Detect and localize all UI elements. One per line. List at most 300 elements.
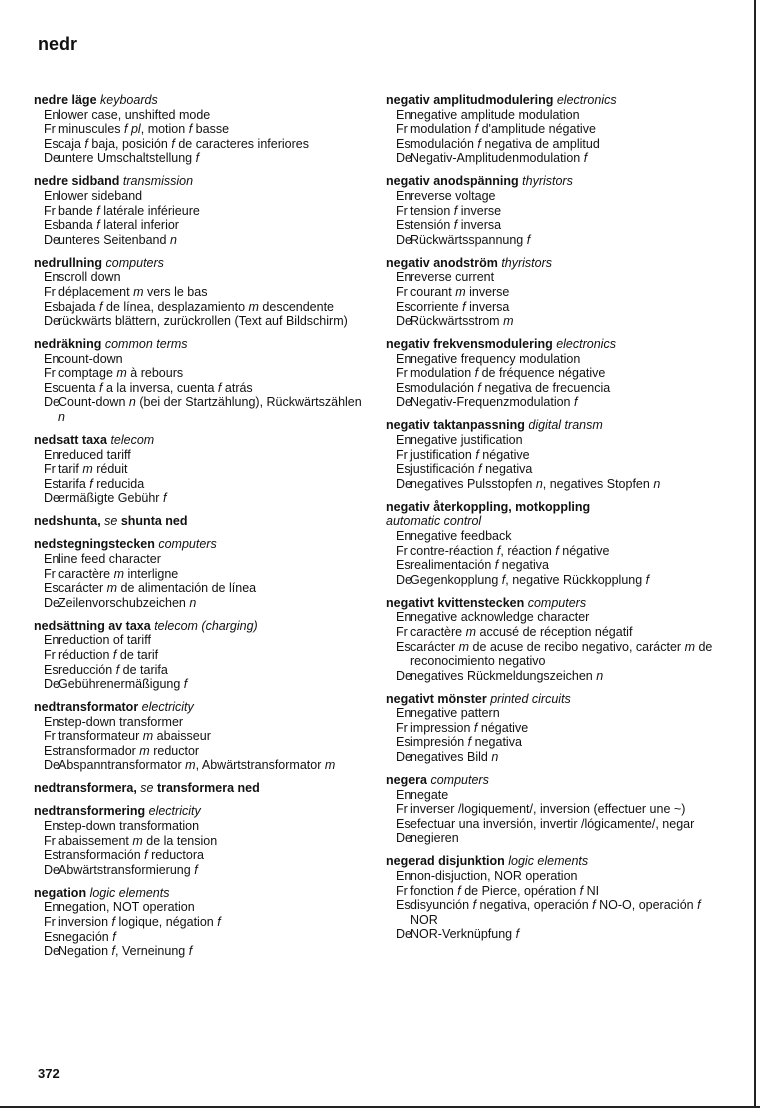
language-code: De xyxy=(396,232,412,247)
language-code: En xyxy=(396,706,412,721)
language-code: Fr xyxy=(396,284,408,299)
translation-row xyxy=(34,395,372,424)
translation-text: negate xyxy=(410,787,449,802)
language-code: Es xyxy=(396,558,411,573)
translation-row xyxy=(34,552,372,567)
language-code: De xyxy=(396,476,412,491)
translation-text: modulation f d'amplitude négative xyxy=(410,122,596,137)
translation-row xyxy=(34,491,372,506)
entry-headline xyxy=(34,804,372,819)
translation-text: Count-down n (bei der Startzählung), Rückwärtszählen n xyxy=(58,395,362,425)
language-code: Fr xyxy=(396,366,408,381)
entry-headline xyxy=(34,256,372,271)
entry-headline xyxy=(34,337,372,352)
dictionary-entry xyxy=(386,854,726,942)
entry-headline xyxy=(386,418,726,433)
language-code: Es xyxy=(44,299,59,314)
translation-text: Rückwärtsstrom m xyxy=(410,314,514,329)
translation-row xyxy=(386,462,726,477)
language-code: Fr xyxy=(44,462,56,477)
translation-row xyxy=(386,544,726,559)
translation-text: negieren xyxy=(410,831,459,846)
translation-row xyxy=(34,819,372,834)
dictionary-entry xyxy=(34,433,372,506)
translation-text: Abwärtstransformierung f xyxy=(58,862,198,877)
entry-headline xyxy=(34,174,372,189)
translation-text: comptage m à rebours xyxy=(58,366,184,381)
language-code: Es xyxy=(396,299,411,314)
translation-text: Negativ-Amplitudenmodulation f xyxy=(410,151,588,166)
translation-text: efectuar una inversión, invertir /lógicamente/, negar xyxy=(410,816,695,831)
translation-row xyxy=(386,270,726,285)
dictionary-entry xyxy=(34,256,372,329)
entry-headline xyxy=(386,596,726,611)
translation-text: Rückwärtsspannung f xyxy=(410,232,531,247)
translation-row xyxy=(34,270,372,285)
entry-headline xyxy=(386,500,726,515)
headword: negativt kvittenstecken xyxy=(386,595,525,610)
translation-row xyxy=(34,204,372,219)
language-code: En xyxy=(396,433,412,448)
language-code: En xyxy=(396,270,412,285)
translation-row xyxy=(34,151,372,166)
language-code: Es xyxy=(44,136,59,151)
translation-text: reverse voltage xyxy=(410,188,496,203)
translation-text: negative feedback xyxy=(410,528,512,543)
language-code: Fr xyxy=(44,833,56,848)
translation-row xyxy=(386,218,726,233)
translation-row xyxy=(386,122,726,137)
language-code: Fr xyxy=(396,447,408,462)
translation-row xyxy=(386,831,726,846)
entry-headline xyxy=(386,854,726,869)
language-code: Fr xyxy=(44,566,56,581)
headword: negativ frekvensmodulering xyxy=(386,337,553,352)
language-code: En xyxy=(396,528,412,543)
translation-text: corriente f inversa xyxy=(410,299,510,314)
subject-field: computers xyxy=(430,773,489,788)
headword: negativ taktanpassning xyxy=(386,418,525,433)
translation-row xyxy=(34,233,372,248)
translation-text: negative pattern xyxy=(410,706,500,721)
subject-field: electronics xyxy=(556,337,616,352)
translation-text: reduced tariff xyxy=(58,447,131,462)
language-code: En xyxy=(396,107,412,122)
translation-text: abaissement m de la tension xyxy=(58,833,218,848)
translation-text: bajada f de línea, desplazamiento m descendente xyxy=(58,299,335,314)
headword: nedräkning xyxy=(34,337,102,352)
translation-row xyxy=(386,573,726,588)
subject-field: digital transm xyxy=(528,418,603,433)
language-code: De xyxy=(44,314,60,329)
translation-row xyxy=(34,581,372,596)
language-code: Es xyxy=(44,662,59,677)
translation-text: transformación f reductora xyxy=(58,848,204,863)
language-code: Es xyxy=(396,816,411,831)
language-code: En xyxy=(44,551,60,566)
translation-text: negación f xyxy=(58,929,116,944)
translation-text: negatives Bild n xyxy=(410,750,499,765)
translation-row xyxy=(34,729,372,744)
translation-text: negatives Pulsstopfen n, negatives Stopfen n xyxy=(410,476,661,491)
headword: negativ återkoppling, motkoppling xyxy=(386,499,591,514)
language-code: Es xyxy=(44,848,59,863)
translation-row xyxy=(34,848,372,863)
subject-field: electronics xyxy=(556,93,617,107)
dictionary-entry xyxy=(386,500,726,588)
translation-row xyxy=(34,477,372,492)
translation-row xyxy=(34,218,372,233)
translation-text: justificación f negativa xyxy=(410,462,533,477)
translation-row xyxy=(34,448,372,463)
language-code: Fr xyxy=(396,122,408,137)
dictionary-entry xyxy=(386,596,726,684)
left-column xyxy=(34,93,372,967)
translation-text: réduction f de tarif xyxy=(58,647,159,662)
subject-field: logic elements xyxy=(508,854,589,869)
language-code: En xyxy=(396,351,412,366)
translation-text: Negativ-Frequenzmodulation f xyxy=(410,395,578,410)
translation-row xyxy=(386,869,726,884)
translation-text: justification f négative xyxy=(410,447,530,462)
translation-text: fonction f de Pierce, opération f NI xyxy=(410,883,600,898)
language-code: En xyxy=(44,900,60,915)
translation-text: negative acknowledge character xyxy=(410,610,590,625)
entry-headline xyxy=(386,692,726,707)
translation-text: lower case, unshifted mode xyxy=(58,107,211,122)
translation-row xyxy=(386,151,726,166)
translation-text: reverse current xyxy=(410,270,495,285)
translation-row xyxy=(34,633,372,648)
subject-field: common terms xyxy=(104,337,188,352)
translation-text: negative amplitude modulation xyxy=(410,107,580,122)
language-code: De xyxy=(396,151,412,166)
language-code: De xyxy=(44,151,60,166)
translation-row xyxy=(386,137,726,152)
translation-text: modulación f negativa de frecuencia xyxy=(410,380,611,395)
translation-text: non-disjuction, NOR operation xyxy=(410,869,578,884)
translation-row xyxy=(386,233,726,248)
translation-row xyxy=(386,189,726,204)
headword: nedre läge xyxy=(34,93,97,107)
language-code: Fr xyxy=(44,203,56,218)
language-code: En xyxy=(44,270,60,285)
language-code: En xyxy=(44,633,60,648)
dictionary-entry xyxy=(386,418,726,491)
translation-text: NOR-Verknüpfung f xyxy=(410,927,520,942)
translation-row xyxy=(34,834,372,849)
translation-row xyxy=(34,381,372,396)
language-code: En xyxy=(44,188,60,203)
translation-row xyxy=(34,462,372,477)
translation-row xyxy=(34,930,372,945)
translation-text: unteres Seitenband n xyxy=(58,232,177,247)
entry-headline xyxy=(386,773,726,788)
cross-reference: nedshunta, se shunta ned xyxy=(34,514,188,529)
language-code: Fr xyxy=(396,203,408,218)
language-code: De xyxy=(396,395,412,410)
translation-row xyxy=(386,898,726,927)
subject-field: computers xyxy=(105,255,164,270)
translation-row xyxy=(386,366,726,381)
language-code: Fr xyxy=(396,720,408,735)
entry-headline xyxy=(34,93,372,108)
translation-row xyxy=(386,558,726,573)
translation-text: caractère m interligne xyxy=(58,566,179,581)
dictionary-entry xyxy=(386,93,726,166)
translation-row xyxy=(34,137,372,152)
translation-text: realimentación f negativa xyxy=(410,558,550,573)
translation-row xyxy=(386,448,726,463)
translation-text: carácter m de alimentación de línea xyxy=(58,581,257,596)
language-code: Es xyxy=(396,639,411,654)
translation-row xyxy=(386,750,726,765)
language-code: Fr xyxy=(396,624,408,639)
translation-text: inverser /logiquement/, inversion (effectuer une ~) xyxy=(410,802,686,817)
entry-headline xyxy=(386,174,726,189)
entry-headline xyxy=(34,537,372,552)
translation-row xyxy=(34,900,372,915)
language-code: Es xyxy=(44,581,59,596)
dictionary-entry xyxy=(34,93,372,166)
subject-field: logic elements xyxy=(89,885,170,900)
subject-field: keyboards xyxy=(100,93,158,107)
translation-text: negation, NOT operation xyxy=(58,900,195,915)
language-code: De xyxy=(44,677,60,692)
subject-field: transmission xyxy=(122,174,194,189)
language-code: Fr xyxy=(44,122,56,137)
headword: nedre sidband xyxy=(34,174,120,189)
language-code: En xyxy=(44,819,60,834)
language-code: En xyxy=(396,869,412,884)
language-code: En xyxy=(44,447,60,462)
translation-text: transformador m reductor xyxy=(58,743,200,758)
bottom-edge-rule xyxy=(0,1106,760,1108)
language-code: Es xyxy=(396,218,411,233)
translation-row xyxy=(34,567,372,582)
translation-row xyxy=(386,802,726,817)
translation-row xyxy=(34,366,372,381)
translation-row xyxy=(386,721,726,736)
translation-text: contre-réaction f, réaction f négative xyxy=(410,543,610,558)
language-code: De xyxy=(396,314,412,329)
translation-row xyxy=(34,715,372,730)
language-code: De xyxy=(396,750,412,765)
subject-field: thyristors xyxy=(522,174,573,189)
language-code: De xyxy=(44,395,60,410)
language-code: En xyxy=(396,610,412,625)
dictionary-entry xyxy=(386,692,726,765)
translation-text: disyunción f negativa, operación f NO-O, operación f NOR xyxy=(410,898,701,927)
translation-text: rückwärts blättern, zurückrollen (Text auf Bildschirm) xyxy=(58,314,348,329)
translation-text: bande f latérale inférieure xyxy=(58,203,200,218)
subject-field: telecom xyxy=(110,433,155,448)
translation-row xyxy=(386,395,726,410)
subject-field: telecom (charging) xyxy=(154,618,258,633)
translation-row xyxy=(34,648,372,663)
translation-text: count-down xyxy=(58,351,123,366)
headword: negativ anodström xyxy=(386,255,498,270)
language-code: Es xyxy=(396,898,411,913)
translation-row xyxy=(386,352,726,367)
translation-text: Zeilenvorschubzeichen n xyxy=(58,595,197,610)
translation-text: banda f lateral inferior xyxy=(58,218,179,233)
language-code: Fr xyxy=(44,366,56,381)
translation-text: modulation f de fréquence négative xyxy=(410,366,606,381)
translation-row xyxy=(34,677,372,692)
language-code: Fr xyxy=(44,914,56,929)
language-code: En xyxy=(396,787,412,802)
translation-text: caja f baja, posición f de caracteres inferiores xyxy=(58,136,309,151)
translation-text: untere Umschaltstellung f xyxy=(58,151,200,166)
translation-row xyxy=(34,285,372,300)
translation-row xyxy=(34,300,372,315)
translation-text: modulación f negativa de amplitud xyxy=(410,136,600,151)
subject-field: automatic control xyxy=(386,514,482,529)
translation-row xyxy=(34,744,372,759)
dictionary-entry xyxy=(34,700,372,773)
language-code: En xyxy=(44,107,60,122)
translation-row xyxy=(386,884,726,899)
translation-row xyxy=(386,927,726,942)
headword: negerad disjunktion xyxy=(386,854,505,869)
translation-text: impression f négative xyxy=(410,720,529,735)
headword: nedsättning av taxa xyxy=(34,618,151,633)
headword: negativt mönster xyxy=(386,691,487,706)
right-column xyxy=(386,93,726,950)
language-code: De xyxy=(44,944,60,959)
language-code: Es xyxy=(396,462,411,477)
translation-row xyxy=(386,204,726,219)
translation-text: reducción f de tarifa xyxy=(58,662,168,677)
dictionary-entry xyxy=(34,619,372,692)
subject-field: electricity xyxy=(141,700,194,715)
entry-headline xyxy=(386,93,726,108)
translation-row xyxy=(386,625,726,640)
translation-row xyxy=(34,596,372,611)
translation-text: line feed character xyxy=(58,551,161,566)
language-code: En xyxy=(44,714,60,729)
translation-text: cuenta f a la inversa, cuenta f atrás xyxy=(58,380,253,395)
dictionary-entry xyxy=(34,514,372,529)
subject-field: electricity xyxy=(148,804,201,819)
headword: nedstegningstecken xyxy=(34,537,155,552)
dictionary-entry xyxy=(386,174,726,247)
language-code: De xyxy=(396,831,412,846)
entry-headline xyxy=(34,619,372,634)
translation-text: Negation f, Verneinung f xyxy=(58,944,193,959)
translation-row xyxy=(34,944,372,959)
page-number: 372 xyxy=(38,1066,60,1081)
translation-text: negatives Rückmeldungszeichen n xyxy=(410,668,604,683)
language-code: Fr xyxy=(44,729,56,744)
translation-row xyxy=(34,863,372,878)
translation-row xyxy=(34,915,372,930)
headword: nedtransformator xyxy=(34,700,139,715)
language-code: Es xyxy=(396,136,411,151)
translation-text: Gebührenermäßigung f xyxy=(58,677,188,692)
headword: negativ amplitudmodulering xyxy=(386,93,554,107)
entry-headline xyxy=(34,433,372,448)
dictionary-entry xyxy=(386,256,726,329)
headword: nedsatt taxa xyxy=(34,433,107,448)
translation-text: negative justification xyxy=(410,433,523,448)
headword: nedrullning xyxy=(34,255,103,270)
dictionary-entry xyxy=(34,337,372,425)
translation-text: carácter m de acuse de recibo negativo, carácter m de reconocimiento negativo xyxy=(410,639,713,669)
translation-row xyxy=(386,817,726,832)
translation-text: Abspanntransformator m, Abwärtstransformator m xyxy=(58,758,336,773)
language-code: En xyxy=(44,351,60,366)
translation-text: tarif m réduit xyxy=(58,462,128,477)
entry-headline xyxy=(34,700,372,715)
translation-text: ermäßigte Gebühr f xyxy=(58,491,167,506)
translation-row xyxy=(386,640,726,669)
translation-row xyxy=(386,285,726,300)
headword: nedtransformering xyxy=(34,804,146,819)
dictionary-entry xyxy=(34,804,372,877)
translation-text: tensión f inversa xyxy=(410,218,502,233)
translation-text: inversion f logique, négation f xyxy=(58,914,221,929)
headword: negation xyxy=(34,885,87,900)
language-code: De xyxy=(44,758,60,773)
language-code: Fr xyxy=(396,543,408,558)
translation-row xyxy=(386,433,726,448)
language-code: De xyxy=(396,668,412,683)
translation-row xyxy=(386,108,726,123)
translation-text: scroll down xyxy=(58,270,121,285)
translation-text: Gegenkopplung f, negative Rückkopplung f xyxy=(410,572,650,587)
translation-row xyxy=(386,610,726,625)
translation-text: reduction of tariff xyxy=(58,633,151,648)
translation-text: courant m inverse xyxy=(410,284,510,299)
subject-field: thyristors xyxy=(501,255,553,270)
translation-row xyxy=(386,314,726,329)
language-code: Es xyxy=(396,380,411,395)
language-code: Es xyxy=(44,218,59,233)
dictionary-entry xyxy=(34,886,372,959)
headword: negativ anodspänning xyxy=(386,174,519,189)
entry-headline xyxy=(386,256,726,271)
language-code: De xyxy=(396,927,412,942)
translation-text: tension f inverse xyxy=(410,203,502,218)
translation-row xyxy=(386,300,726,315)
translation-text: déplacement m vers le bas xyxy=(58,284,208,299)
headword: negera xyxy=(386,773,427,788)
language-code: Es xyxy=(44,929,59,944)
translation-row xyxy=(34,314,372,329)
translation-row xyxy=(386,735,726,750)
translation-text: tarifa f reducida xyxy=(58,476,145,491)
translation-row xyxy=(386,706,726,721)
translation-text: lower sideband xyxy=(58,188,143,203)
language-code: Fr xyxy=(396,883,408,898)
translation-row xyxy=(386,477,726,492)
translation-row xyxy=(34,122,372,137)
translation-row xyxy=(34,663,372,678)
translation-text: minuscules f pl, motion f basse xyxy=(58,122,230,137)
dictionary-entry xyxy=(386,773,726,846)
subject-field: printed circuits xyxy=(490,691,571,706)
language-code: De xyxy=(44,595,60,610)
dictionary-entry xyxy=(386,337,726,410)
language-code: De xyxy=(44,491,60,506)
dictionary-entry xyxy=(34,781,372,796)
entry-headline xyxy=(34,886,372,901)
language-code: De xyxy=(44,232,60,247)
dictionary-entry xyxy=(34,174,372,247)
language-code: Fr xyxy=(44,647,56,662)
